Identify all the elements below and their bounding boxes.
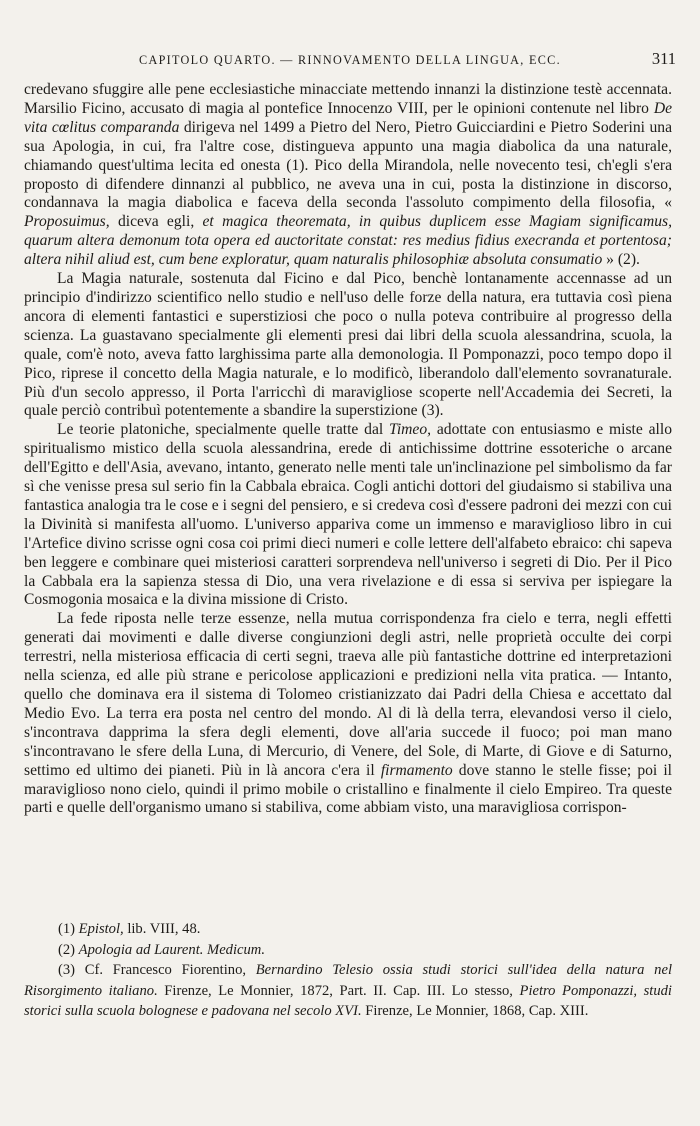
footnote-2-marker: (2) bbox=[58, 941, 79, 958]
footnote-3-text-a: (3) Cf. Francesco Fiorentino, bbox=[58, 962, 256, 978]
footnote-3-title-telesio: Bernardino Telesio ossia studi storici sull'idea della natura nel Risorgimento italiano. bbox=[24, 962, 673, 999]
footnotes bbox=[24, 919, 672, 1022]
footnote-1 bbox=[24, 919, 672, 940]
footnote-1-title: Epistol, bbox=[78, 921, 124, 937]
paragraph-1 bbox=[24, 81, 672, 270]
footnote-1-marker: (1) bbox=[58, 921, 79, 937]
book-title-de-vita: De vita cœlitus comparanda bbox=[24, 99, 672, 136]
paragraph-3-text-b: adottate con entusiasmo e miste allo spiritualismo mistico della scuola alessandrina, erede di antichissime dottrine essoteriche o arcane dell'Egitto e dell'Asia, avevano, intanto, generato nelle menti tale un'inclinazione pel simbolismo da far sì che venisse presa sul serio fin la Cabbala ebraica. Cogli antichi dottori del giudaismo si stabiliva una fantastica analogia tra le cose e i segni del pensiero, e si credeva così d'essere padroni dei mezzi con cui la Divinità si manifesta all'uomo. L'universo appariva come un immenso e maraviglioso libro in cui l'Artefice divino scrisse ogni cosa coi primi dieci numeri e colle lettere dell'alfabeto ebraico: chi sapeva ben leggere e combinare quei misteriosi caratteri sorprendeva nell'universo i segreti di Dio. Per il Pico la Cabbala era la sapienza stessa di Dio, una vera rivelazione e di essa si serviva per ispiegare la Cosmogonia mosaica e la divina missione di Cristo. bbox=[24, 421, 672, 609]
footnote-1-ref: lib. VIII, 48. bbox=[123, 921, 201, 937]
term-firmamento: firmamento bbox=[380, 761, 453, 779]
paragraph-3-text-a: Le teorie platoniche, specialmente quelle tratte dal bbox=[57, 421, 390, 439]
paragraph-1-text-c: diceva egli, bbox=[109, 213, 203, 231]
paragraph-2: La Magia naturale, sostenuta dal Ficino e dal Pico, benchè lontanamente accennasse ad un principio d'indirizzo scientifico nello studio e nell'uso delle forze della natura, era tuttavia così piena ancora di elementi fantastici e superstiziosi che poco o nulla poteva contribuire al progresso della scienza. La guastavano specialmente gli elementi presi dai libri della scuola alessandrina, scuola, la quale, com'è noto, aveva fatto larghissima parte alla demonologia. Il Pomponazzi, poco tempo dopo il Pico, riprese il concetto della Magia naturale, e lo modificò, liberandolo dall'elemento sovranaturale. Più d'un secolo appresso, il Porta l'arricchì di maravigliose scoperte nell'Accademia dei Secreti, la quale perciò contribuì potentemente a sbandire la superstizione (3). bbox=[24, 270, 672, 420]
paragraph-1-text-b: dirigeva nel 1499 a Pietro del Nero, Pietro Guicciardini e Pietro Soderini una sua Apologia, in cui, fra l'altre cose, distingueva appunto una magia diabolica da una naturale, chiamando quest'ultima lecita ed onesta (1). Pico della Mirandola, nelle novecento tesi, ch'egli s'era proposto di difendere dinnanzi al pubblico, ne aveva una in cui, posta la distinzione in discorso, condannava la magia diabolica e faceva della seconda l'assoluto compimento della filosofia, « bbox=[24, 118, 672, 212]
paragraph-4 bbox=[24, 610, 672, 818]
paragraph-4-text-a: La fede riposta nelle terze essenze, nella mutua corrispondenza fra cielo e terra, negli effetti generati dai movimenti e dalle diverse congiunzioni degli astri, nelle proprietà occulte dei corpi terrestri, nella misteriosa efficacia di certi segni, traeva alle più fantastiche dottrine ed interpretazioni nella scienza, ed alle più strane e pericolose applicazioni e predizioni nella vita pratica. — Intanto, quello che dominava era il sistema di Tolomeo cristianizzato dai Padri della Chiesa e accettato dal Medio Evo. La terra era posta nel centro del mondo. Al di là della terra, elevandosi verso il cielo, s'incontrava dapprima la sfera degli elementi, dove all'aria succede il fuoco; poi man mano s'incontravano le sfere della Luna, di Mercurio, di Venere, del Sole, di Marte, di Giove e di Saturno, settimo ed ultimo dei pianeti. Più in là ancora c'era il bbox=[24, 610, 672, 779]
body-text bbox=[24, 81, 672, 818]
running-title: CAPITOLO QUARTO. — RINNOVAMENTO DELLA LINGUA, ECC. bbox=[139, 53, 561, 67]
footnote-2 bbox=[24, 940, 672, 961]
footnote-3 bbox=[24, 960, 672, 1022]
latin-quote: et magica theoremata, in quibus duplicem esse Magiam significamus, quarum altera demonum tota opera ed auctoritate constat: res medius fidius execranda et portentosa; altera nihil aliud est, cum bene exploratur, quam naturalis philosophiæ absoluta consumatio bbox=[24, 213, 672, 269]
paragraph-4-text-b: dove stanno le stelle fisse; poi il maraviglioso nono cielo, quindi il primo mobile o cristallino e finalmente il cielo Empireo. Tra queste parti e quelle dell'organismo umano si stabiliva, come abbiam visto, una maravigliosa corrispon- bbox=[24, 761, 672, 817]
paragraph-3 bbox=[24, 421, 672, 610]
footnote-3-text-c: Firenze, Le Monnier, 1868, Cap. XIII. bbox=[361, 1003, 589, 1019]
paragraph-1-text-d: » (2). bbox=[602, 251, 640, 269]
footnote-3-text-b: Firenze, Le Monnier, 1872, Part. II. Cap. III. Lo stesso, bbox=[157, 982, 520, 999]
footnote-2-title: Apologia ad Laurent. Medicum. bbox=[78, 941, 265, 958]
footnote-3-title-pomponazzi: Pietro Pomponazzi, studi storici sulla scuola bolognese e padovana nel secolo XVI. bbox=[24, 982, 672, 1019]
work-title-timeo: Timeo, bbox=[389, 421, 432, 439]
page-number: 311 bbox=[651, 49, 676, 68]
running-head bbox=[24, 49, 676, 71]
latin-quote-opening: Proposuimus, bbox=[24, 213, 110, 231]
paragraph-1-text-a: credevano sfuggire alle pene ecclesiastiche minacciate mettendo innanzi la distinzione testè accennata. Marsilio Ficino, accusato di magia al pontefice Innocenzo VIII, per le opinioni contenute nel libro bbox=[24, 81, 672, 117]
